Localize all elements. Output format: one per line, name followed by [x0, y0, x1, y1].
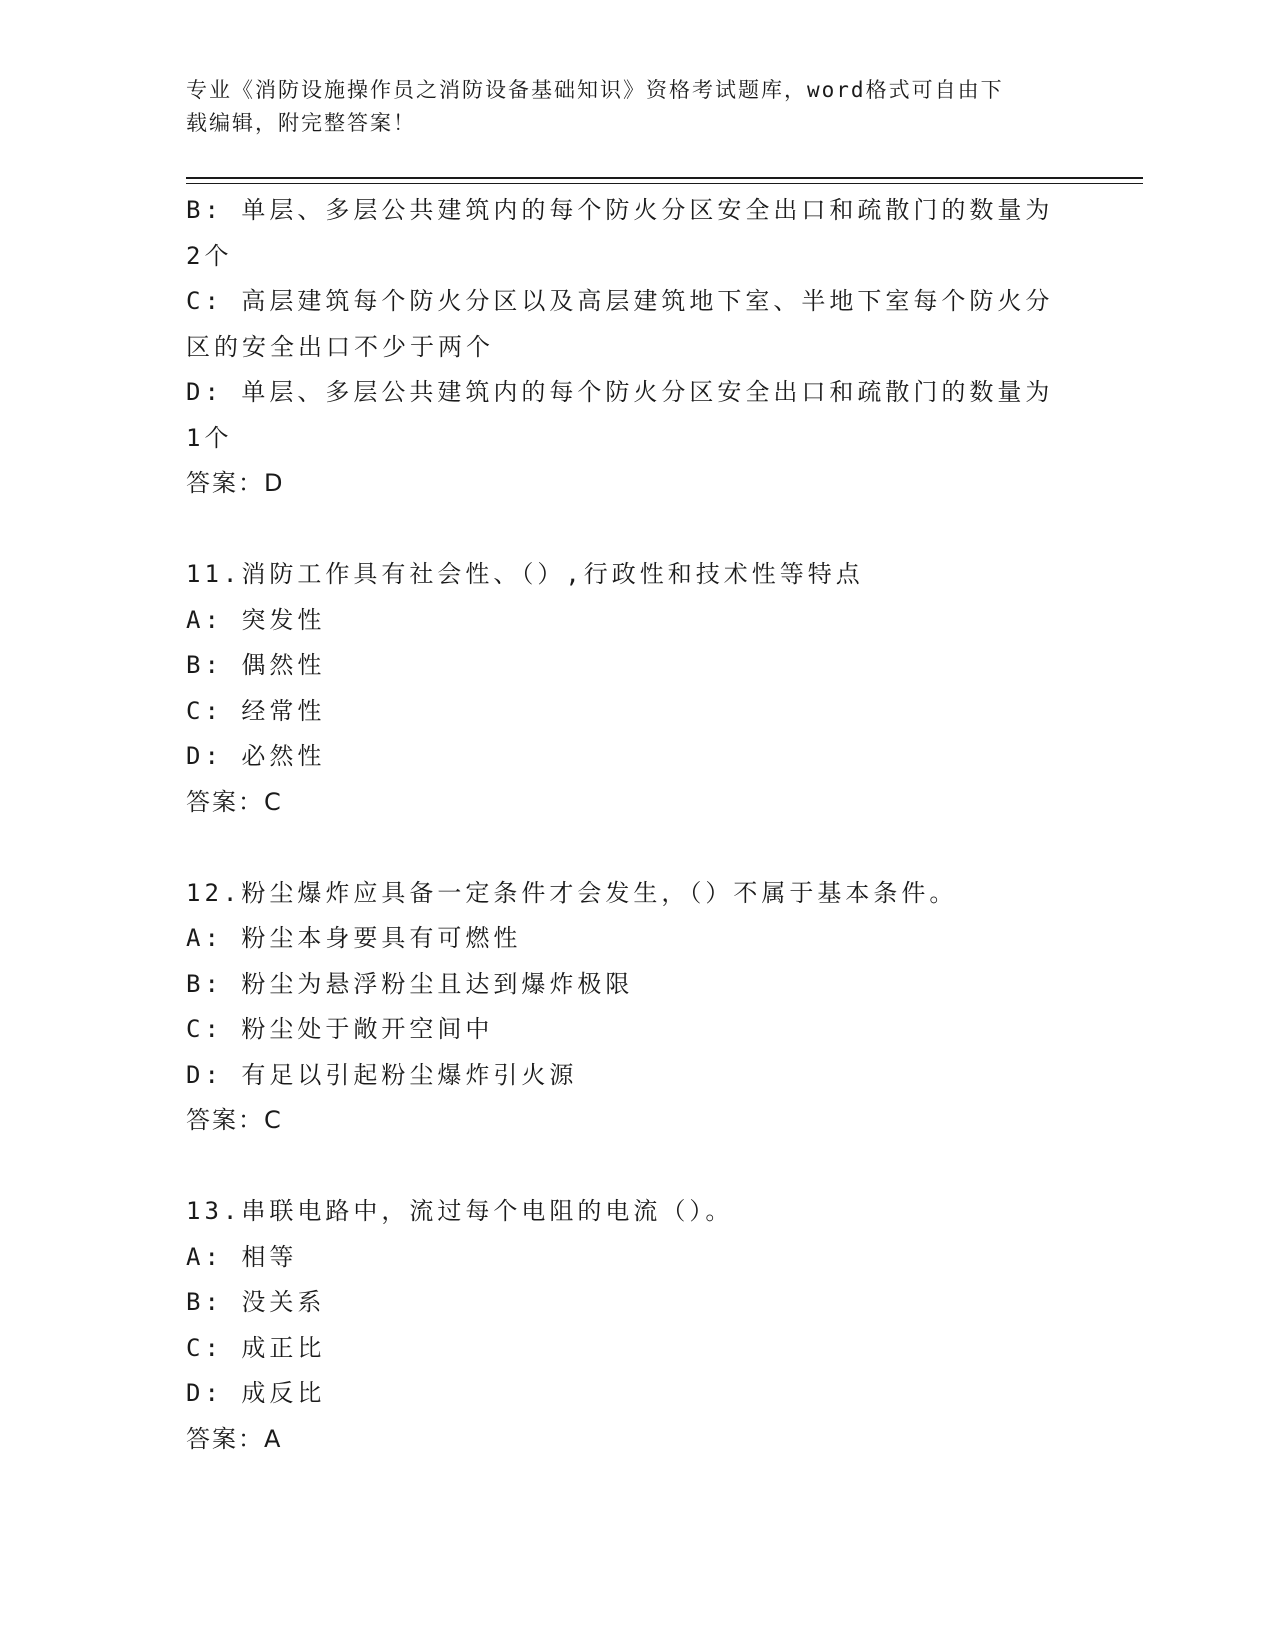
document-header [186, 74, 1066, 140]
question-spacer [186, 507, 1086, 553]
option-c: C: 经常性 [186, 696, 326, 725]
answer-line: 答案：D [186, 469, 285, 497]
header-divider-thin [186, 183, 1143, 184]
answer-line: 答案：A [186, 1424, 283, 1453]
option-d-line-1: D: 单层、多层公共建筑内的每个防火分区安全出口和疏散门的数量为 [186, 378, 1054, 406]
option-d: D: 有足以引起粉尘爆炸引火源 [186, 1060, 578, 1089]
option-a: A: 突发性 [186, 605, 326, 634]
header-line-2: 载编辑，附完整答案！ [186, 111, 416, 135]
question-10-continued [186, 188, 1086, 507]
option-d: D: 必然性 [186, 742, 326, 770]
question-text: 11.消防工作具有社会性、（）,行政性和技术性等特点 [186, 560, 864, 588]
question-11 [186, 552, 1086, 825]
option-a: A: 相等 [186, 1242, 298, 1271]
question-list [186, 188, 1086, 1462]
answer-line: 答案：C [186, 1106, 283, 1134]
option-c: C: 成正比 [186, 1333, 326, 1362]
option-b: B: 没关系 [186, 1288, 326, 1316]
option-b: B: 粉尘为悬浮粉尘且达到爆炸极限 [186, 969, 634, 998]
option-c-line-1: C: 高层建筑每个防火分区以及高层建筑地下室、半地下室每个防火分 [186, 287, 1054, 315]
question-spacer [186, 825, 1086, 871]
header-divider-thick [186, 177, 1143, 179]
option-a: A: 粉尘本身要具有可燃性 [186, 924, 522, 952]
option-d: D: 成反比 [186, 1379, 326, 1407]
header-line-1: 专业《消防设施操作员之消防设备基础知识》资格考试题库，word格式可自由下 [186, 78, 1004, 102]
question-spacer [186, 1144, 1086, 1190]
answer-line: 答案：C [186, 787, 283, 816]
option-b-line-1: B: 单层、多层公共建筑内的每个防火分区安全出口和疏散门的数量为 [186, 196, 1054, 224]
question-12 [186, 871, 1086, 1144]
option-b: B: 偶然性 [186, 651, 326, 679]
question-text: 13.串联电路中，流过每个电阻的电流（）。 [186, 1197, 734, 1225]
option-d-line-2: 1个 [186, 423, 233, 452]
option-c-line-2: 区的安全出口不少于两个 [186, 332, 494, 361]
question-text: 12.粉尘爆炸应具备一定条件才会发生，（）不属于基本条件。 [186, 878, 958, 907]
question-13 [186, 1189, 1086, 1462]
option-c: C: 粉尘处于敞开空间中 [186, 1015, 494, 1043]
option-b-line-2: 2个 [186, 241, 233, 270]
